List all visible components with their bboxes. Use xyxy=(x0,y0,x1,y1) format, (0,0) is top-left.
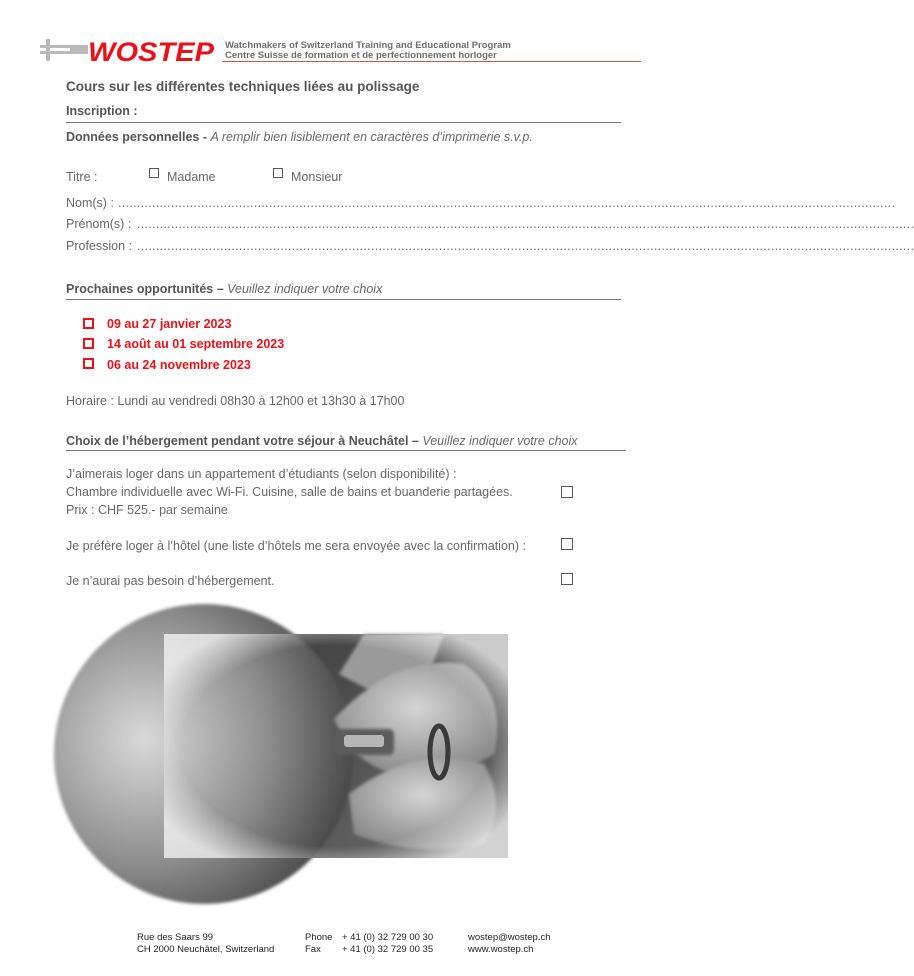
monsieur-label: Monsieur xyxy=(291,170,343,184)
date-1-checkbox[interactable] xyxy=(83,318,94,329)
footer-address-line-1: Rue des Saars 99 xyxy=(137,932,214,943)
tagline-french: Centre Suisse de formation et de perfectionnement horloger xyxy=(225,50,497,61)
monsieur-checkbox[interactable] xyxy=(273,168,283,178)
opportunities-rule xyxy=(66,299,621,300)
madame-checkbox[interactable] xyxy=(149,168,159,178)
date-2-checkbox[interactable] xyxy=(83,338,94,349)
date-3-checkbox[interactable] xyxy=(83,358,94,369)
lodging-option-2-text: Je préfère loger à l’hôtel (une liste d’hôtels me sera envoyée avec la confirmation) : xyxy=(66,539,526,553)
inscription-label: Inscription : xyxy=(66,104,138,118)
lodging-option-3-text: Je n’aurai pas besoin d’hébergement. xyxy=(66,574,275,588)
lodging-option-1-line-2: Chambre individuelle avec Wi-Fi. Cuisine, salle de bains et buanderie partagées. xyxy=(66,485,513,499)
date-1-label: 09 au 27 janvier 2023 xyxy=(107,317,232,331)
lodging-option-1-checkbox[interactable] xyxy=(561,486,573,498)
personal-data-heading xyxy=(66,130,533,144)
lodging-option-1-line-1: J’aimerais loger dans un appartement d’étudiants (selon disponibilité) : xyxy=(66,467,457,481)
lodging-option-1-line-3: Prix : CHF 525.- par semaine xyxy=(66,503,228,517)
madame-label: Madame xyxy=(167,170,216,184)
lodging-heading-note: Veuillez indiquer votre choix xyxy=(422,434,578,448)
opportunities-heading-note: Veuillez indiquer votre choix xyxy=(227,282,383,296)
lodging-heading-text: Choix de l’hébergement pendant votre séjour à Neuchâtel – xyxy=(66,434,419,448)
footer-phone-label: Phone xyxy=(305,932,333,943)
prenom-field[interactable]: .............................................................................................................................................................................................................. xyxy=(137,217,914,231)
tagline-english: Watchmakers of Switzerland Training and Educational Program xyxy=(225,40,511,51)
opportunities-heading xyxy=(66,282,382,296)
personal-heading-note: A remplir bien lisiblement en caractères d’imprimerie s.v.p. xyxy=(210,130,533,144)
date-2-label: 14 août au 01 septembre 2023 xyxy=(107,337,285,351)
titre-label: Titre : xyxy=(66,170,98,184)
footer-phone: + 41 (0) 32 729 00 30 xyxy=(342,932,434,943)
nom-label: Nom(s) : xyxy=(66,196,114,210)
header-divider xyxy=(222,61,641,62)
profession-field[interactable]: .............................................................................................................................................................................................................. xyxy=(137,239,914,253)
profession-label: Profession : xyxy=(66,239,133,253)
opportunities-heading-text: Prochaines opportunités – xyxy=(66,282,224,296)
wostep-logo xyxy=(40,36,216,67)
prenom-label: Prénom(s) : xyxy=(66,217,132,231)
inscription-rule xyxy=(66,122,621,123)
polishing-photo xyxy=(164,634,508,858)
footer-address-line-2: CH 2000 Neuchâtel, Switzerland xyxy=(137,944,275,955)
logo-wordmark: WOSTEP xyxy=(88,37,216,67)
footer-web-link[interactable]: www.wostep.ch xyxy=(468,944,534,955)
lodging-option-2-checkbox[interactable] xyxy=(561,538,573,550)
lodging-rule xyxy=(66,450,626,451)
lodging-option-3-checkbox[interactable] xyxy=(561,573,573,585)
document-title: Cours sur les différentes techniques liées au polissage xyxy=(66,79,420,94)
horaire-text: Horaire : Lundi au vendredi 08h30 à 12h00 et 13h30 à 17h00 xyxy=(66,394,405,408)
footer-fax: + 41 (0) 32 729 00 35 xyxy=(342,944,434,955)
date-3-label: 06 au 24 novembre 2023 xyxy=(107,358,251,372)
footer-fax-label: Fax xyxy=(305,944,321,955)
footer-email-link[interactable]: wostep@wostep.ch xyxy=(468,932,551,943)
personal-heading-text: Données personnelles - xyxy=(66,130,208,144)
nom-field[interactable]: .............................................................................................................................................................................................................. xyxy=(118,196,896,210)
lodging-heading xyxy=(66,434,578,448)
